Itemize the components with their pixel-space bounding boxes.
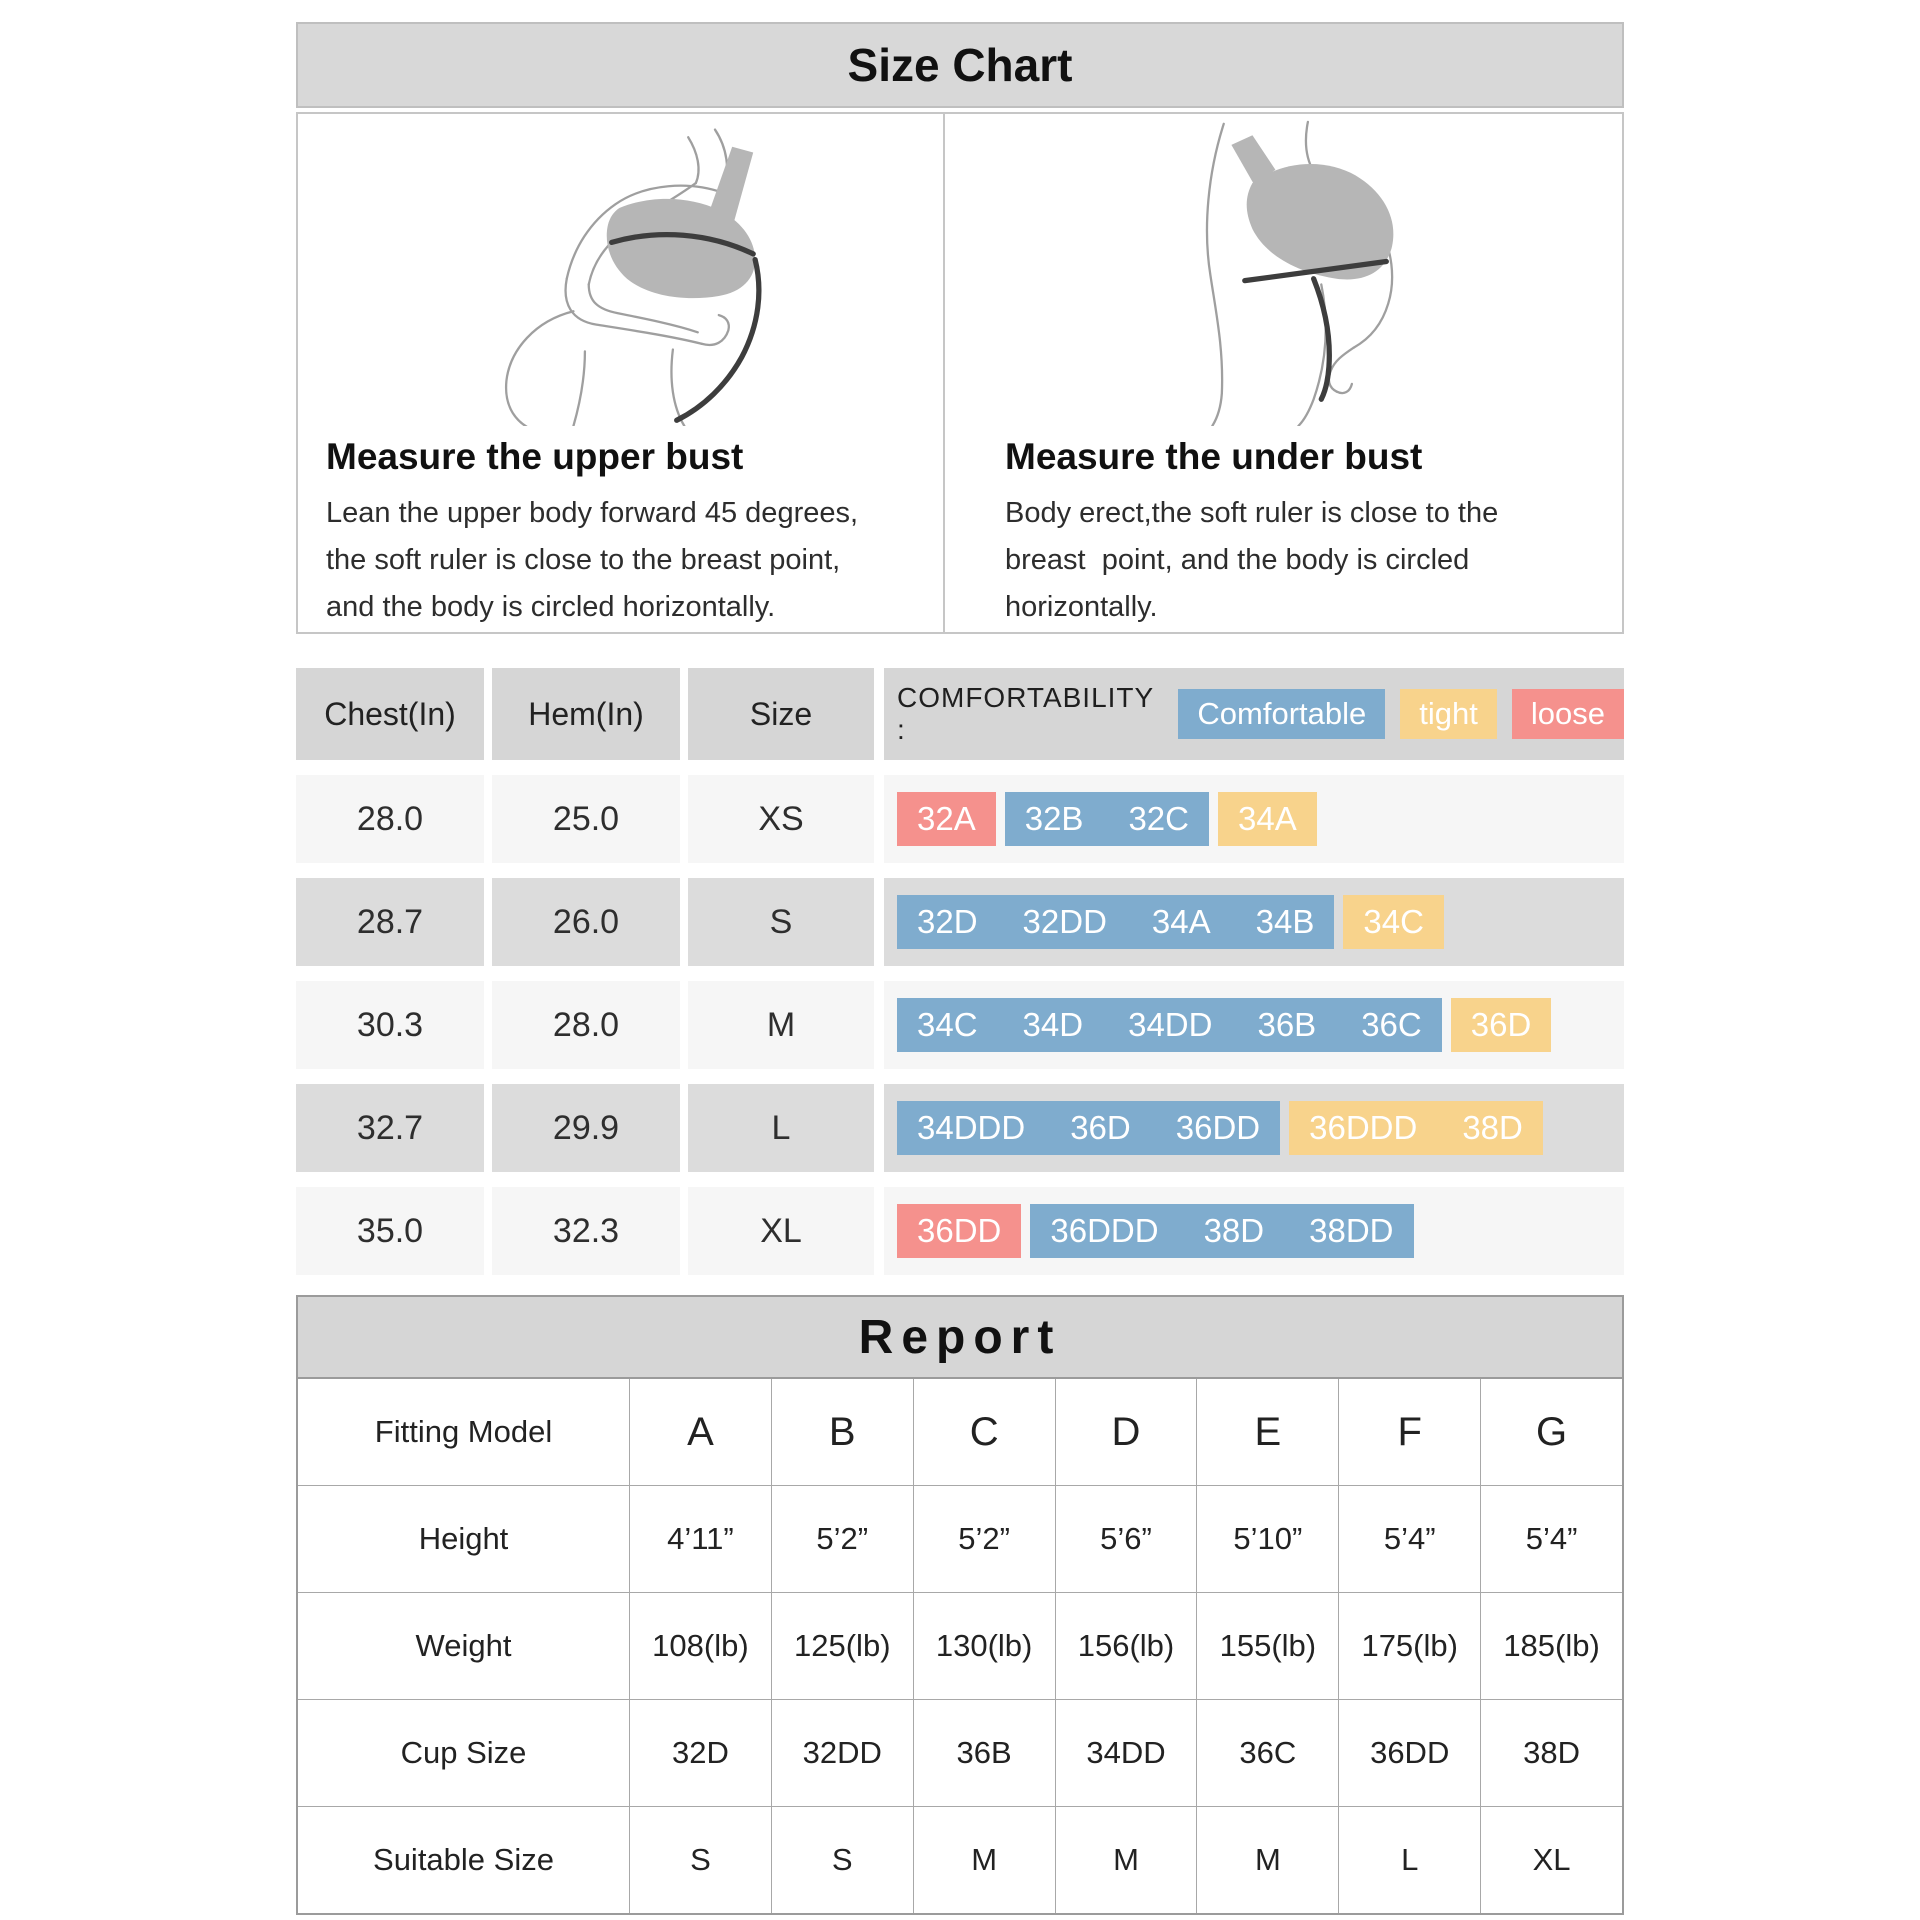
legend-chip-comfortable: Comfortable [1178,689,1385,739]
report-value: 36DD [1338,1700,1480,1806]
bra-size-label: 38D [1462,1109,1523,1146]
report-row-label: Height [418,1521,509,1556]
measure-upper-bust-line: the soft ruler is close to the breast point, [326,544,841,576]
bra-size-label: 34B [1255,903,1315,940]
page-title: Size Chart [847,39,1073,91]
size-row-m [296,981,1624,1069]
measure-under-bust-line: horizontally. [1005,591,1158,623]
report-row-label: Weight [415,1628,512,1663]
report-value: 5’2” [771,1486,913,1592]
measure-upper-bust-line: and the body is circled horizontally. [326,591,776,623]
chest-column-header: Chest(In) [296,668,484,760]
bra-size-label: 32D [917,903,978,940]
report-row-label: Cup Size [400,1735,527,1770]
comfort-strip [884,878,1624,966]
bra-size-chip [1005,792,1209,846]
comfort-strip [884,1187,1624,1275]
report-value: D [1055,1379,1197,1485]
bra-size-label: 34C [917,1006,978,1043]
measure-under-bust-line: Body erect,the soft ruler is close to the [1005,497,1499,529]
chest-value: 32.7 [296,1084,484,1172]
legend-chip-tight: tight [1400,689,1497,739]
size-value: S [688,878,874,966]
size-table [296,668,1624,1275]
report-row-label: Fitting Model [374,1414,553,1449]
bra-size-chip [897,1204,1021,1258]
report-value: 32D [629,1700,771,1806]
report-value: 38D [1480,1700,1622,1806]
bra-size-label: 38D [1203,1212,1265,1249]
report-value: 155(lb) [1196,1593,1338,1699]
bra-size-label: 32DD [1022,903,1107,940]
size-row-l [296,1084,1624,1172]
report-value: B [771,1379,913,1485]
size-row-xl [296,1187,1624,1275]
upper-bust-illustration [430,120,813,426]
report-value: 125(lb) [771,1593,913,1699]
measure-upper-bust-line: Lean the upper body forward 45 degrees, [326,497,859,529]
bra-size-label: 34DD [1128,1006,1213,1043]
size-row-s [296,878,1624,966]
bra-size-chip [897,1101,1280,1155]
bra-size-label: 34A [1151,903,1211,940]
chest-value: 28.7 [296,878,484,966]
hem-value: 25.0 [492,775,680,863]
report-value: E [1196,1379,1338,1485]
report-row-label: Suitable Size [373,1842,554,1877]
hem-value: 29.9 [492,1084,680,1172]
bra-size-label: 36B [1257,1006,1317,1043]
report-value: 36C [1196,1700,1338,1806]
report-value: 32DD [771,1700,913,1806]
report-value: 5’4” [1480,1486,1622,1592]
report-value: S [629,1807,771,1913]
bra-size-label: 38DD [1309,1212,1394,1249]
hem-value: 28.0 [492,981,680,1069]
report-section [296,1295,1624,1915]
bra-size-label: 36DDD [1050,1212,1159,1249]
report-value: 5’10” [1196,1486,1338,1592]
bra-size-chip [1343,895,1444,949]
chest-value: 28.0 [296,775,484,863]
size-value: M [688,981,874,1069]
bra-size-label: 32A [917,800,976,837]
bra-size-chip [897,998,1442,1052]
measure-upper-bust-panel [298,114,945,632]
report-title: Report [858,1310,1062,1364]
bra-size-label: 36D [1070,1109,1131,1146]
hem-column-header: Hem(In) [492,668,680,760]
measure-under-bust-line: breast point, and the body is circled [1005,544,1470,576]
hem-value: 26.0 [492,878,680,966]
report-value: 34DD [1055,1700,1197,1806]
report-value: XL [1480,1807,1622,1913]
bra-size-chip [1218,792,1317,846]
bra-size-label: 34C [1363,903,1424,940]
bra-size-chip [897,792,996,846]
bra-size-label: 32C [1128,800,1189,837]
bra-size-label: 32B [1024,800,1084,837]
report-row-weight [298,1592,1622,1699]
under-bust-illustration [1109,120,1492,426]
bra-size-label: 36D [1470,1006,1532,1043]
comfort-strip [884,1084,1624,1172]
report-value: S [771,1807,913,1913]
size-row-xs [296,775,1624,863]
comfort-strip [884,981,1624,1069]
report-row-cup-size [298,1699,1622,1806]
comfort-strip [884,775,1624,863]
report-value: 185(lb) [1480,1593,1622,1699]
size-value: XS [688,775,874,863]
bra-size-label: 36DD [1175,1109,1261,1146]
chest-value: 35.0 [296,1187,484,1275]
measure-under-bust-heading: Measure the under bust [1005,436,1423,477]
size-column-header: Size [688,668,874,760]
bra-size-label: 36DDD [1309,1109,1418,1146]
report-value: 5’6” [1055,1486,1197,1592]
bra-size-label: 36DD [917,1212,1002,1249]
report-row-height [298,1485,1622,1592]
bra-size-chip [1451,998,1552,1052]
legend-chip-loose: loose [1512,689,1624,739]
bra-size-label: 34D [1022,1006,1084,1043]
chest-value: 30.3 [296,981,484,1069]
report-title-bar [298,1297,1622,1379]
report-value: C [913,1379,1055,1485]
report-value: 108(lb) [629,1593,771,1699]
bra-size-chip [897,895,1334,949]
report-value: 5’4” [1338,1486,1480,1592]
bra-size-chip [1030,1204,1413,1258]
report-value: M [1196,1807,1338,1913]
report-value: 156(lb) [1055,1593,1197,1699]
size-chart-title-bar [296,22,1624,108]
report-row-suitable-size [298,1806,1622,1913]
size-value: L [688,1084,874,1172]
report-row-fitting-model [298,1379,1622,1485]
size-value: XL [688,1187,874,1275]
report-value: 175(lb) [1338,1593,1480,1699]
bra-size-label: 36C [1361,1006,1422,1043]
bra-size-chip [1289,1101,1543,1155]
report-value: F [1338,1379,1480,1485]
size-chart-page [296,0,1624,1915]
report-value: G [1480,1379,1622,1485]
size-table-header-row [296,668,1624,760]
report-value: 4’11” [629,1486,771,1592]
comfortability-legend [884,668,1624,760]
report-value: M [913,1807,1055,1913]
measure-panels [296,112,1624,634]
report-value: 5’2” [913,1486,1055,1592]
hem-value: 32.3 [492,1187,680,1275]
report-value: M [1055,1807,1197,1913]
measure-upper-bust-heading: Measure the upper bust [326,436,744,477]
comfortability-label: COMFORTABILITY : [897,682,1154,745]
report-value: 130(lb) [913,1593,1055,1699]
report-value: 36B [913,1700,1055,1806]
report-value: L [1338,1807,1480,1913]
measure-under-bust-panel [945,114,1622,632]
bra-size-label: 34DDD [917,1109,1026,1146]
bra-size-label: 34A [1237,800,1297,837]
report-value: A [629,1379,771,1485]
